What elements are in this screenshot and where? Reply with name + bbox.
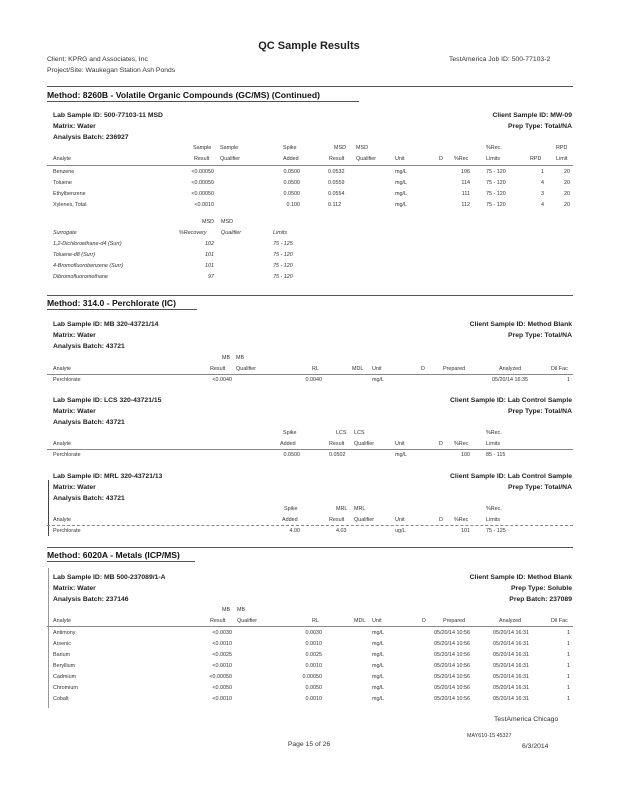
col-header: Qualifier xyxy=(354,441,375,447)
col-header: Analyte xyxy=(53,517,71,523)
client-name: Client: KPRG and Associates, Inc xyxy=(47,56,148,63)
cell-unit: mg/L xyxy=(372,641,384,647)
cell-result: <0.0010 xyxy=(212,641,232,647)
cell-result: <0.0010 xyxy=(212,696,232,702)
table-header-rule xyxy=(47,525,573,526)
col-header: Result xyxy=(210,366,226,372)
cell-rl: 0.0010 xyxy=(305,663,322,669)
col-header: Dil Fac xyxy=(551,618,568,624)
col-header: Analyte xyxy=(53,618,71,624)
cell-analyte: Chromium xyxy=(53,685,78,691)
col-header: %Rec xyxy=(454,156,469,162)
cell-added: 0.0500 xyxy=(283,452,300,458)
cell-recovery: 97 xyxy=(208,274,214,280)
cell-surrogate: Toluene-d8 (Surr) xyxy=(53,252,96,258)
col-header: Result xyxy=(194,156,210,162)
cell-limits: 75 - 120 xyxy=(486,169,506,175)
prep-type: Prep Type: Total/NA xyxy=(508,484,572,491)
cell-dil-fac: 1 xyxy=(567,663,570,669)
col-header: Surrogate xyxy=(53,230,77,236)
col-header: %Rec. xyxy=(486,430,502,436)
col-header: MB xyxy=(237,607,246,613)
cell-analyte: Cadmium xyxy=(53,674,77,680)
method-heading-314: Method: 314.0 - Perchlorate (IC) xyxy=(47,298,176,308)
cell-analyte: Benzene xyxy=(53,169,75,175)
lab-sample-id: Lab Sample ID: 500-77103-11 MSD xyxy=(53,112,163,119)
section-underline xyxy=(47,561,195,562)
analysis-batch: Analysis Batch: 43721 xyxy=(53,343,125,350)
cell-rl: 0.0010 xyxy=(305,696,322,702)
col-header: Prepared xyxy=(443,618,466,624)
doc-reference: MAY610-15 45327 xyxy=(467,733,512,739)
cell-rpd: 4 xyxy=(541,202,544,208)
cell-msd-result: 0.0559 xyxy=(328,180,345,186)
cell-recovery: 101 xyxy=(205,252,214,258)
section-underline xyxy=(47,309,197,310)
cell-dil-fac: 1 xyxy=(567,696,570,702)
cell-analyzed: 05/20/14 16:31 xyxy=(493,652,529,658)
col-header: Limits xyxy=(486,156,501,162)
cell-result: <0.00050 xyxy=(191,169,214,175)
cell-result: <0.0010 xyxy=(194,202,214,208)
cell-result: <0.00050 xyxy=(191,191,214,197)
table-header-rule xyxy=(47,626,573,627)
cell-rl: 0.0040 xyxy=(305,377,322,383)
col-header: Limit xyxy=(556,156,568,162)
prep-batch: Prep Batch: 237089 xyxy=(509,596,572,603)
prep-type: Prep Type: Total/NA xyxy=(508,123,572,130)
col-header: Qualifier xyxy=(220,156,241,162)
cell-analyte: Perchlorate xyxy=(53,452,81,458)
cell-limits: 75 - 120 xyxy=(273,252,293,258)
cell-limits: 75 - 120 xyxy=(273,263,293,269)
cell-result: <0.00050 xyxy=(209,674,232,680)
analysis-batch: Analysis Batch: 43721 xyxy=(53,419,125,426)
col-header: %Rec. xyxy=(486,145,502,151)
col-header: MRL xyxy=(336,506,348,512)
cell-limits: 75 - 120 xyxy=(273,274,293,280)
cell-unit: mg/L xyxy=(395,191,407,197)
col-header: Qualifier xyxy=(354,517,375,523)
col-header: Added xyxy=(282,517,298,523)
page-number: Page 15 of 26 xyxy=(287,741,331,748)
col-header: D xyxy=(439,156,443,162)
cell-analyte: Antimony xyxy=(53,630,76,636)
col-header: %Rec xyxy=(454,441,469,447)
cell-limits: 75 - 125 xyxy=(486,528,506,534)
cell-unit: mg/L xyxy=(372,663,384,669)
col-header: Unit xyxy=(395,517,405,523)
prep-type: Prep Type: Total/NA xyxy=(508,332,572,339)
cell-rpd-limit: 20 xyxy=(564,202,570,208)
client-sample-id: Client Sample ID: Method Blank xyxy=(469,574,572,581)
cell-rl: 0.00050 xyxy=(302,674,322,680)
col-header: Dil Fac xyxy=(551,366,568,372)
cell-rpd-limit: 20 xyxy=(564,191,570,197)
col-header: Qualifier xyxy=(221,230,242,236)
col-header: LCS xyxy=(354,430,365,436)
col-header: Qualifier xyxy=(236,366,257,372)
cell-unit: mg/L xyxy=(372,674,384,680)
table-header-rule xyxy=(47,374,573,375)
col-header: LCS xyxy=(336,430,347,436)
cell-msd-result: 0.112 xyxy=(328,202,342,208)
cell-lcs-result: 0.0502 xyxy=(329,452,346,458)
col-header: Analyte xyxy=(53,441,71,447)
client-sample-id: Client Sample ID: Method Blank xyxy=(469,321,572,328)
cell-added: 0.0500 xyxy=(283,169,300,175)
col-header: MDL xyxy=(354,618,366,624)
col-header: MB xyxy=(222,607,231,613)
cell-rl: 0.0025 xyxy=(305,652,322,658)
col-header: MSD xyxy=(202,219,214,225)
lab-sample-id: Lab Sample ID: MRL 320-43721/13 xyxy=(53,473,163,480)
cell-rl: 0.0010 xyxy=(305,641,322,647)
col-header: RPD xyxy=(530,156,542,162)
cell-unit: mg/L xyxy=(372,630,384,636)
cell-prepared: 05/20/14 10:56 xyxy=(434,696,470,702)
col-header: Analyte xyxy=(53,366,71,372)
cell-analyte: Barium xyxy=(53,652,71,658)
cell-rpd-limit: 20 xyxy=(564,180,570,186)
cell-analyzed: 05/20/14 16:31 xyxy=(493,685,529,691)
col-header: MSD xyxy=(221,219,233,225)
table-header-rule xyxy=(47,165,573,166)
col-header: MB xyxy=(222,355,231,361)
cell-analyzed: 05/20/14 16:31 xyxy=(493,641,529,647)
col-header: %Recovery xyxy=(179,230,207,236)
section-underline xyxy=(47,101,359,102)
cell-rpd: 1 xyxy=(541,169,544,175)
col-header: RPD xyxy=(556,145,568,151)
cell-rl: 0.0030 xyxy=(305,630,322,636)
cell-result: <0.0050 xyxy=(212,685,232,691)
lab-name: TestAmerica Chicago xyxy=(494,716,559,723)
col-header: Limits xyxy=(273,230,288,236)
cell-dil-fac: 1 xyxy=(567,377,570,383)
col-header: D xyxy=(439,517,443,523)
prep-type: Prep Type: Total/NA xyxy=(508,408,572,415)
cell-rl: 0.0050 xyxy=(305,685,322,691)
cell-added: 0.100 xyxy=(286,202,300,208)
matrix: Matrix: Water xyxy=(53,123,96,130)
col-header: D xyxy=(439,441,443,447)
cell-prepared: 05/20/14 10:56 xyxy=(434,630,470,636)
cell-msd-result: 0.0532 xyxy=(328,169,345,175)
cell-rec: 111 xyxy=(461,191,470,197)
col-header: Added xyxy=(280,441,296,447)
client-sample-id: Client Sample ID: Lab Control Sample xyxy=(450,473,572,480)
matrix: Matrix: Water xyxy=(53,408,96,415)
col-header: D xyxy=(421,366,425,372)
cell-unit: mg/L xyxy=(395,180,407,186)
cell-limits: 85 - 115 xyxy=(486,452,506,458)
scan-edge-mark xyxy=(48,568,49,708)
cell-result: <0.0010 xyxy=(212,663,232,669)
cell-analyzed: 05/20/14 16:31 xyxy=(493,663,529,669)
col-header: %Rec. xyxy=(486,506,502,512)
cell-unit: mg/L xyxy=(372,696,384,702)
col-header: Qualifier xyxy=(237,618,258,624)
cell-dil-fac: 1 xyxy=(567,685,570,691)
cell-analyte: Arsenic xyxy=(53,641,71,647)
lab-sample-id: Lab Sample ID: MB 500-237089/1-A xyxy=(53,574,166,581)
col-header: Spike xyxy=(283,145,297,151)
cell-rec: 114 xyxy=(461,180,470,186)
col-header: MSD xyxy=(334,145,346,151)
col-header: Limits xyxy=(486,441,501,447)
cell-rec: 101 xyxy=(461,528,470,534)
prep-type: Prep Type: Soluble xyxy=(510,585,572,592)
col-header: Added xyxy=(283,156,299,162)
cell-prepared: 05/20/14 10:56 xyxy=(434,652,470,658)
col-header: Analyzed xyxy=(499,366,522,372)
cell-surrogate: Dibromofluoromethane xyxy=(53,274,108,280)
job-id: TestAmerica Job ID: 500-77103-2 xyxy=(449,56,551,63)
table-header-rule xyxy=(47,449,573,450)
cell-unit: mg/L xyxy=(372,652,384,658)
section-divider xyxy=(47,295,573,296)
cell-recovery: 101 xyxy=(205,263,214,269)
col-header: D xyxy=(422,618,426,624)
client-sample-id: Client Sample ID: MW-09 xyxy=(492,112,572,119)
scan-edge-mark xyxy=(48,480,49,536)
report-date: 6/3/2014 xyxy=(522,743,549,750)
cell-analyte: Perchlorate xyxy=(53,377,81,383)
cell-added: 4.00 xyxy=(289,528,300,534)
cell-unit: mg/L xyxy=(372,685,384,691)
cell-limits: 75 - 120 xyxy=(486,180,506,186)
col-header: Analyzed xyxy=(499,618,522,624)
method-heading-6020a: Method: 6020A - Metals (ICP/MS) xyxy=(47,550,180,560)
cell-result: <0.0025 xyxy=(212,652,232,658)
col-header: Unit xyxy=(395,441,405,447)
col-header: Unit xyxy=(395,156,405,162)
cell-prepared: 05/20/14 10:56 xyxy=(434,663,470,669)
cell-mrl-result: 4.03 xyxy=(336,528,347,534)
cell-surrogate: 4-Bromofluorobenzene (Surr) xyxy=(53,263,124,269)
cell-added: 0.0500 xyxy=(283,191,300,197)
cell-analyzed: 05/20/14 16:31 xyxy=(493,696,529,702)
cell-result: <0.0040 xyxy=(212,377,232,383)
col-header: MB xyxy=(236,355,245,361)
col-header: Result xyxy=(210,618,226,624)
cell-dil-fac: 1 xyxy=(567,652,570,658)
cell-added: 0.0500 xyxy=(283,180,300,186)
cell-rec: 100 xyxy=(461,452,470,458)
cell-analyte: Xylenes, Total xyxy=(53,202,87,208)
page-title: QC Sample Results xyxy=(258,40,360,52)
col-header: Sample xyxy=(220,145,239,151)
matrix: Matrix: Water xyxy=(53,585,96,592)
col-header: Spike xyxy=(284,506,298,512)
cell-rpd: 3 xyxy=(541,191,544,197)
cell-prepared: 05/20/14 10:56 xyxy=(434,685,470,691)
lab-sample-id: Lab Sample ID: LCS 320-43721/15 xyxy=(53,397,162,404)
analysis-batch: Analysis Batch: 43721 xyxy=(53,495,125,502)
section-divider xyxy=(47,86,573,87)
cell-surrogate: 1,2-Dichloroethane-d4 (Surr) xyxy=(53,241,122,247)
cell-rpd: 4 xyxy=(541,180,544,186)
col-header: MDL xyxy=(352,366,364,372)
analysis-batch: Analysis Batch: 236927 xyxy=(53,134,129,141)
col-header: Prepared xyxy=(443,366,466,372)
cell-analyte: Beryllium xyxy=(53,663,76,669)
cell-analyte: Perchlorate xyxy=(53,528,81,534)
cell-dil-fac: 1 xyxy=(567,674,570,680)
cell-analyzed: 05/20/14 16:31 xyxy=(493,674,529,680)
col-header: MSD xyxy=(356,145,368,151)
section-divider xyxy=(47,547,573,548)
col-header: Limits xyxy=(486,517,501,523)
cell-unit: ug/L xyxy=(395,528,406,534)
matrix: Matrix: Water xyxy=(53,484,96,491)
lab-sample-id: Lab Sample ID: MB 320-43721/14 xyxy=(53,321,159,328)
cell-result: <0.00050 xyxy=(191,180,214,186)
col-header: Sample xyxy=(193,145,212,151)
col-header: Analyte xyxy=(53,156,71,162)
matrix: Matrix: Water xyxy=(53,332,96,339)
cell-analyte: Cobalt xyxy=(53,696,69,702)
cell-unit: mg/L xyxy=(395,169,407,175)
col-header: Qualifier xyxy=(356,156,377,162)
col-header: Result xyxy=(329,517,345,523)
cell-rpd-limit: 20 xyxy=(564,169,570,175)
cell-dil-fac: 1 xyxy=(567,630,570,636)
method-heading-8260b: Method: 8260B - Volatile Organic Compounds (GC/MS) (Continued) xyxy=(47,90,320,100)
cell-dil-fac: 1 xyxy=(567,641,570,647)
project-site: Project/Site: Waukegan Station Ash Ponds xyxy=(47,67,176,74)
col-header: MRL xyxy=(354,506,366,512)
col-header: Spike xyxy=(283,430,297,436)
cell-rec: 106 xyxy=(461,169,470,175)
client-sample-id: Client Sample ID: Lab Control Sample xyxy=(450,397,572,404)
cell-prepared: 05/20/14 10:56 xyxy=(434,674,470,680)
cell-unit: mg/L xyxy=(395,202,407,208)
cell-analyzed: 05/20/14 16:35 xyxy=(492,377,528,383)
cell-limits: 75 - 125 xyxy=(273,241,293,247)
cell-limits: 75 - 120 xyxy=(486,202,506,208)
col-header: %Rec xyxy=(454,517,469,523)
col-header: RL xyxy=(312,366,319,372)
col-header: Unit xyxy=(372,366,382,372)
cell-limits: 75 - 120 xyxy=(486,191,506,197)
cell-unit: mg/L xyxy=(372,377,384,383)
cell-result: <0.0030 xyxy=(212,630,232,636)
cell-unit: mg/L xyxy=(395,452,407,458)
col-header: RL xyxy=(312,618,319,624)
cell-recovery: 102 xyxy=(205,241,214,247)
analysis-batch: Analysis Batch: 237146 xyxy=(53,596,129,603)
cell-msd-result: 0.0554 xyxy=(328,191,345,197)
cell-analyte: Ethylbenzene xyxy=(53,191,86,197)
cell-rec: 112 xyxy=(461,202,470,208)
cell-analyzed: 05/20/14 16:31 xyxy=(493,630,529,636)
cell-prepared: 05/20/14 10:56 xyxy=(434,641,470,647)
col-header: Unit xyxy=(372,618,382,624)
col-header: Result xyxy=(329,156,345,162)
cell-analyte: Toluene xyxy=(53,180,72,186)
col-header: Result xyxy=(329,441,345,447)
